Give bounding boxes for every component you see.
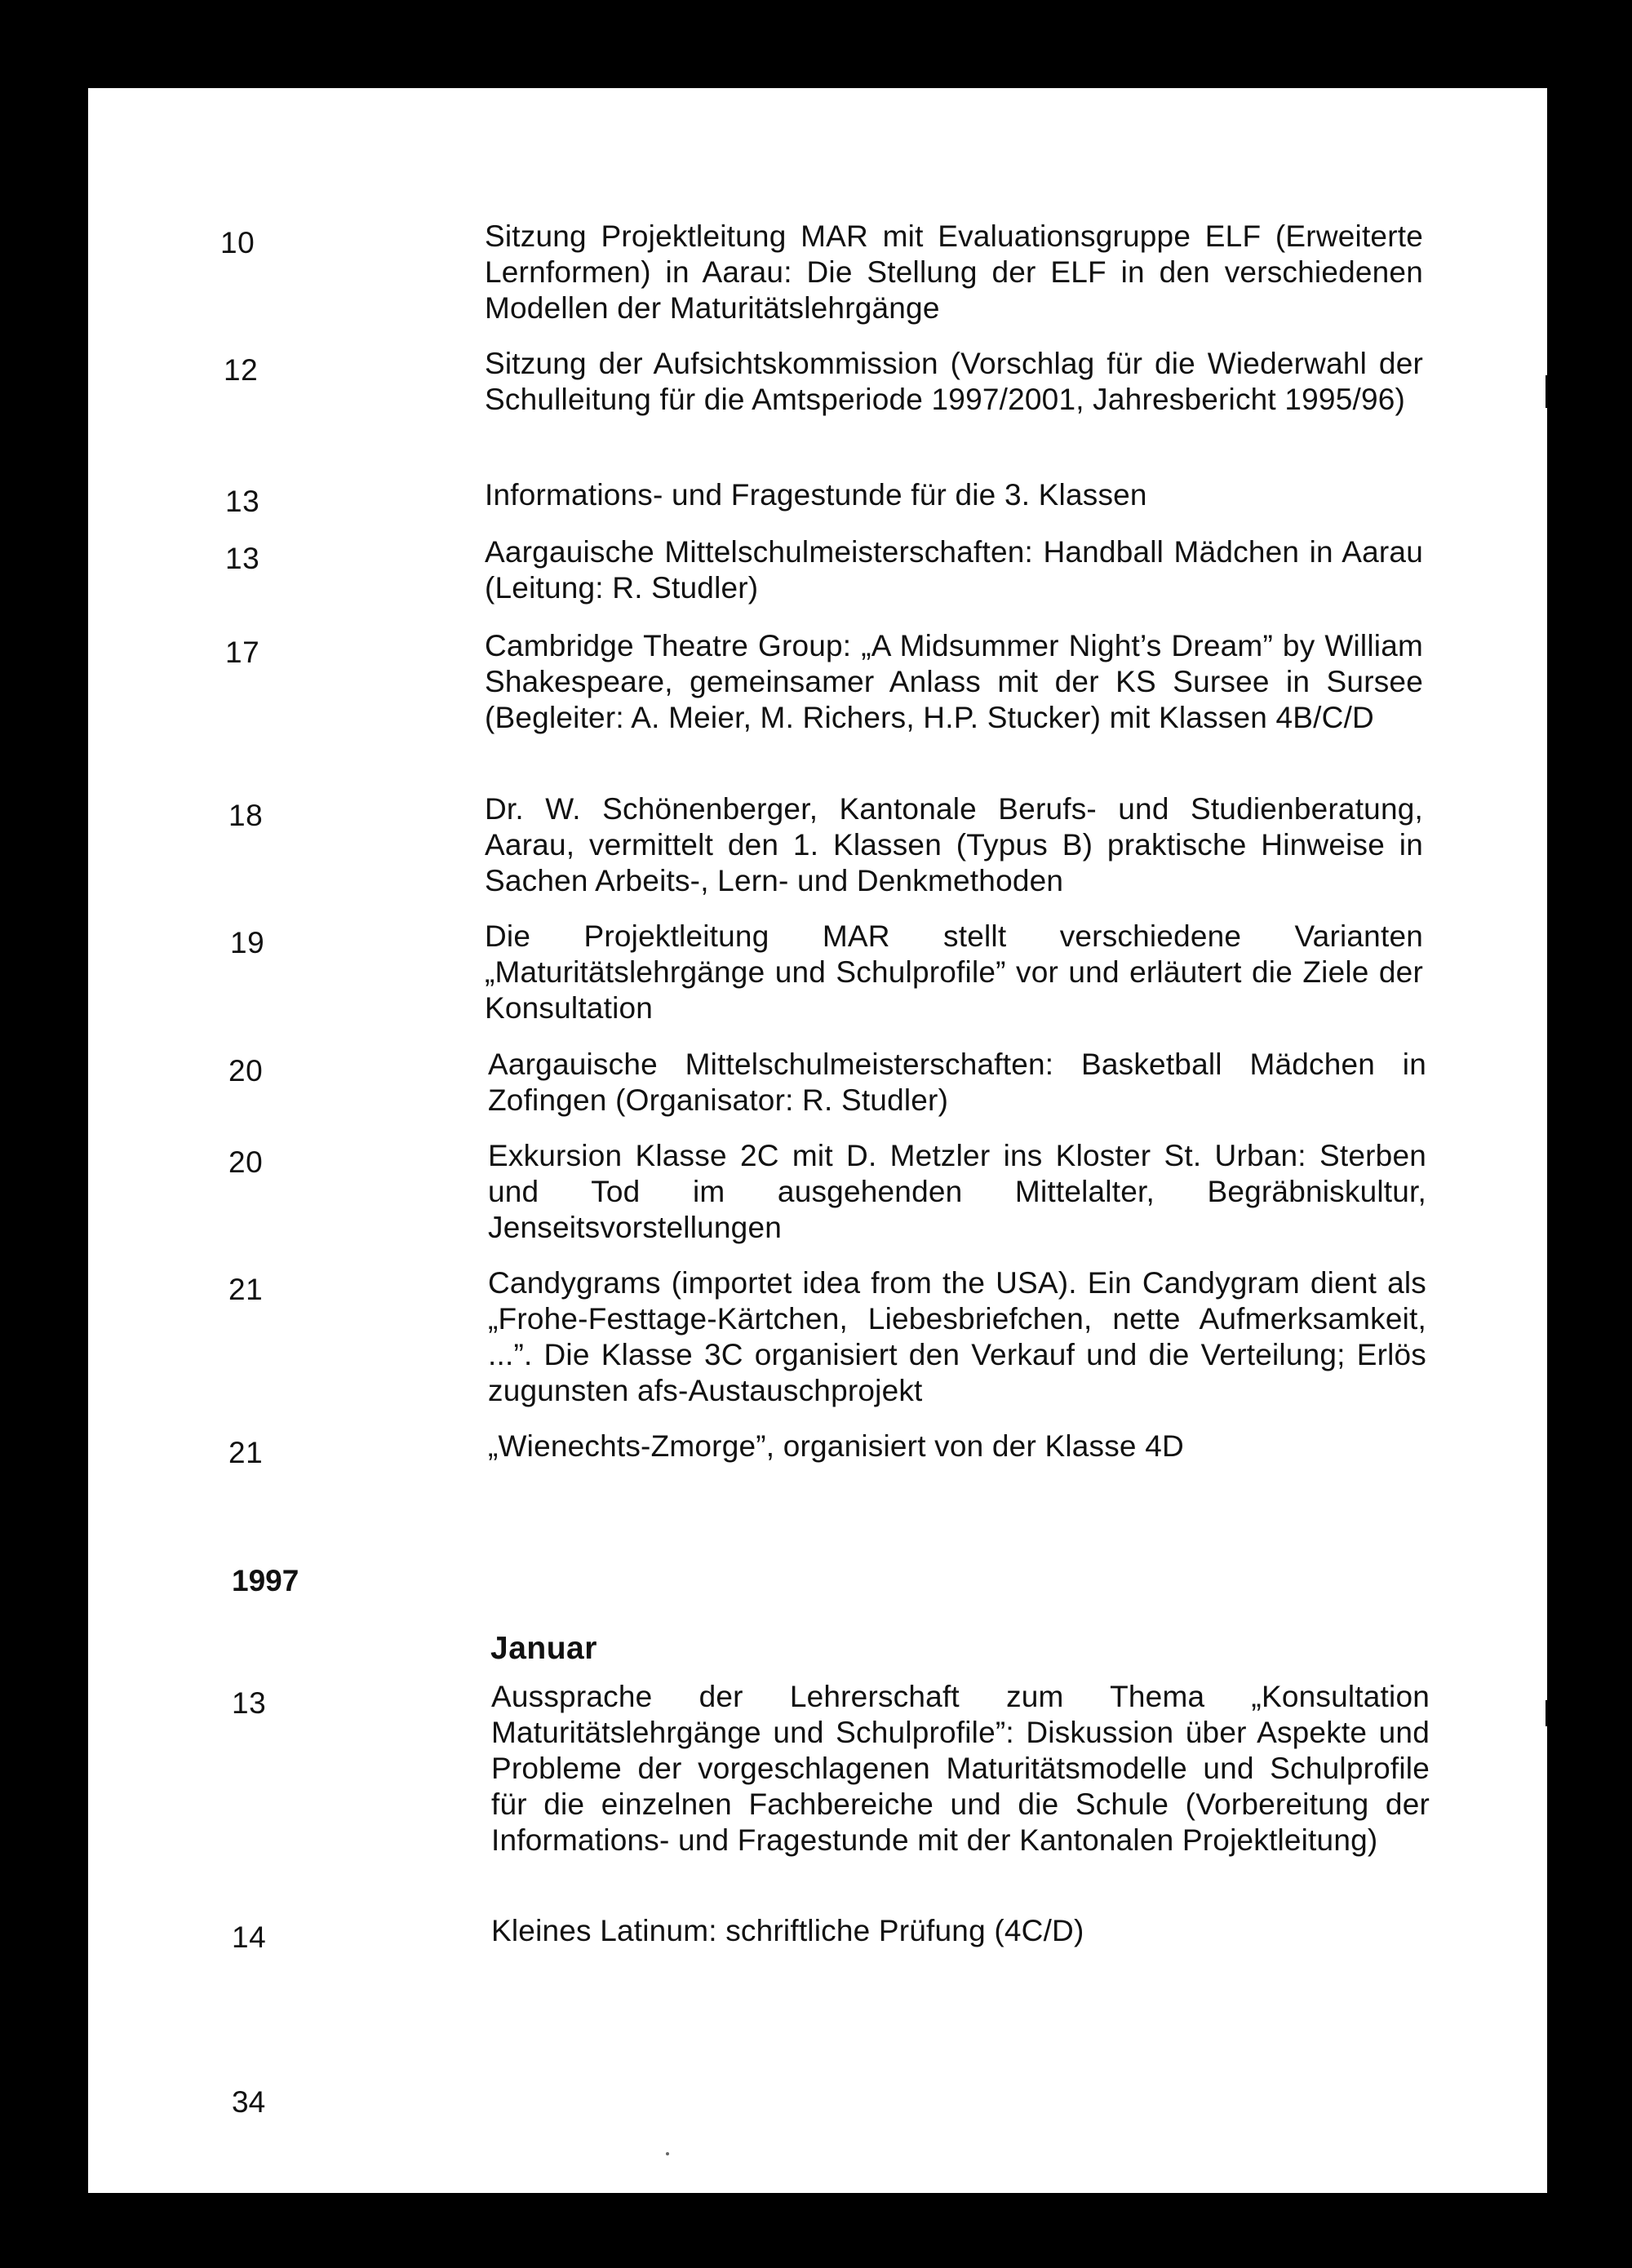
entry-text: Cambridge Theatre Group: „A Midsummer Night’s Dream” by William Shakespeare, gemeinsamer Anlass mit der KS Sursee in Sursee (Begleiter: A. Meier, M. Richers, H.P. Stucker) mit Klassen 4B/C/D: [485, 629, 1423, 734]
entry-day: 13: [232, 1686, 267, 1720]
entry-text: „Wienechts-Zmorge”, organisiert von der Klasse 4D: [488, 1429, 1184, 1463]
entry-day: 18: [228, 799, 264, 832]
entry-text: Aargauische Mittelschulmeisterschaften: Handball Mädchen in Aarau (Leitung: R. Studler): [485, 535, 1423, 605]
entry-text: Sitzung Projektleitung MAR mit Evaluationsgruppe ELF (Erweiterte Lernformen) in Aarau: Die Stellung der ELF in den verschiedenen Modellen der Maturitätslehrgänge: [485, 219, 1423, 325]
entry-day: 12: [224, 353, 259, 387]
entry-text: Sitzung der Aufsichtskommission (Vorschlag für die Wiederwahl der Schulleitung für die Amtsperiode 1997/2001, Jahresbericht 1995/96): [485, 347, 1423, 416]
entry-day: 20: [228, 1054, 264, 1087]
entry-day: 13: [225, 485, 260, 518]
scan-edge-mark: [1546, 375, 1552, 408]
entry-text: Die Projektleitung MAR stellt verschiedene Varianten „Maturitätslehrgänge und Schulprofile” vor und erläutert die Ziele der Konsultation: [485, 919, 1423, 1025]
entry-day: 17: [225, 636, 260, 669]
scan-speck: [666, 2152, 669, 2155]
entry-day: 14: [232, 1920, 267, 1954]
entry-text: Dr. W. Schönenberger, Kantonale Berufs- und Studienberatung, Aarau, vermittelt den 1. Klassen (Typus B) praktische Hinweise in Sachen Arbeits-, Lern- und Denkmethoden: [485, 792, 1423, 897]
entry-text: Informations- und Fragestunde für die 3. Klassen: [485, 478, 1147, 512]
entry-day: 19: [230, 926, 265, 959]
year-heading: 1997: [232, 1564, 299, 1597]
entry-text: Aargauische Mittelschulmeisterschaften: Basketball Mädchen in Zofingen (Organisator: R. Studler): [488, 1048, 1426, 1117]
scan-edge-mark: [1546, 1700, 1552, 1726]
entry-day: 21: [228, 1436, 264, 1469]
entry-text: Kleines Latinum: schriftliche Prüfung (4C/D): [491, 1914, 1084, 1947]
page-number: 34: [232, 2085, 266, 2119]
entry-text: Candygrams (importet idea from the USA). Ein Candygram dient als „Frohe-Festtage-Kärtchen, Liebesbriefchen, nette Aufmerksamkeit, ...”. Die Klasse 3C organisiert den Verkauf und die Verteilung; Erlös zugunsten afs-Austauschprojekt: [488, 1266, 1426, 1407]
entry-day: 13: [225, 542, 260, 575]
entry-text: Aussprache der Lehrerschaft zum Thema „Konsultation Maturitätslehrgänge und Schulprofile”: Diskussion über Aspekte und Probleme der vorgeschlagenen Maturitätsmodelle und Schulprofile für die einzelnen Fachbereiche und die Schule (Vorbereitung der Informations- und Fragestunde mit der Kantonalen Projektleitung): [491, 1680, 1430, 1857]
document-page: [88, 88, 1547, 2193]
entry-day: 21: [228, 1273, 264, 1306]
entry-day: 10: [220, 226, 255, 259]
entry-day: 20: [228, 1145, 264, 1179]
entry-text: Exkursion Klasse 2C mit D. Metzler ins Kloster St. Urban: Sterben und Tod im ausgehenden Mittelalter, Begräbniskultur, Jenseitsvorstellungen: [488, 1139, 1426, 1244]
month-heading: Januar: [490, 1631, 597, 1666]
